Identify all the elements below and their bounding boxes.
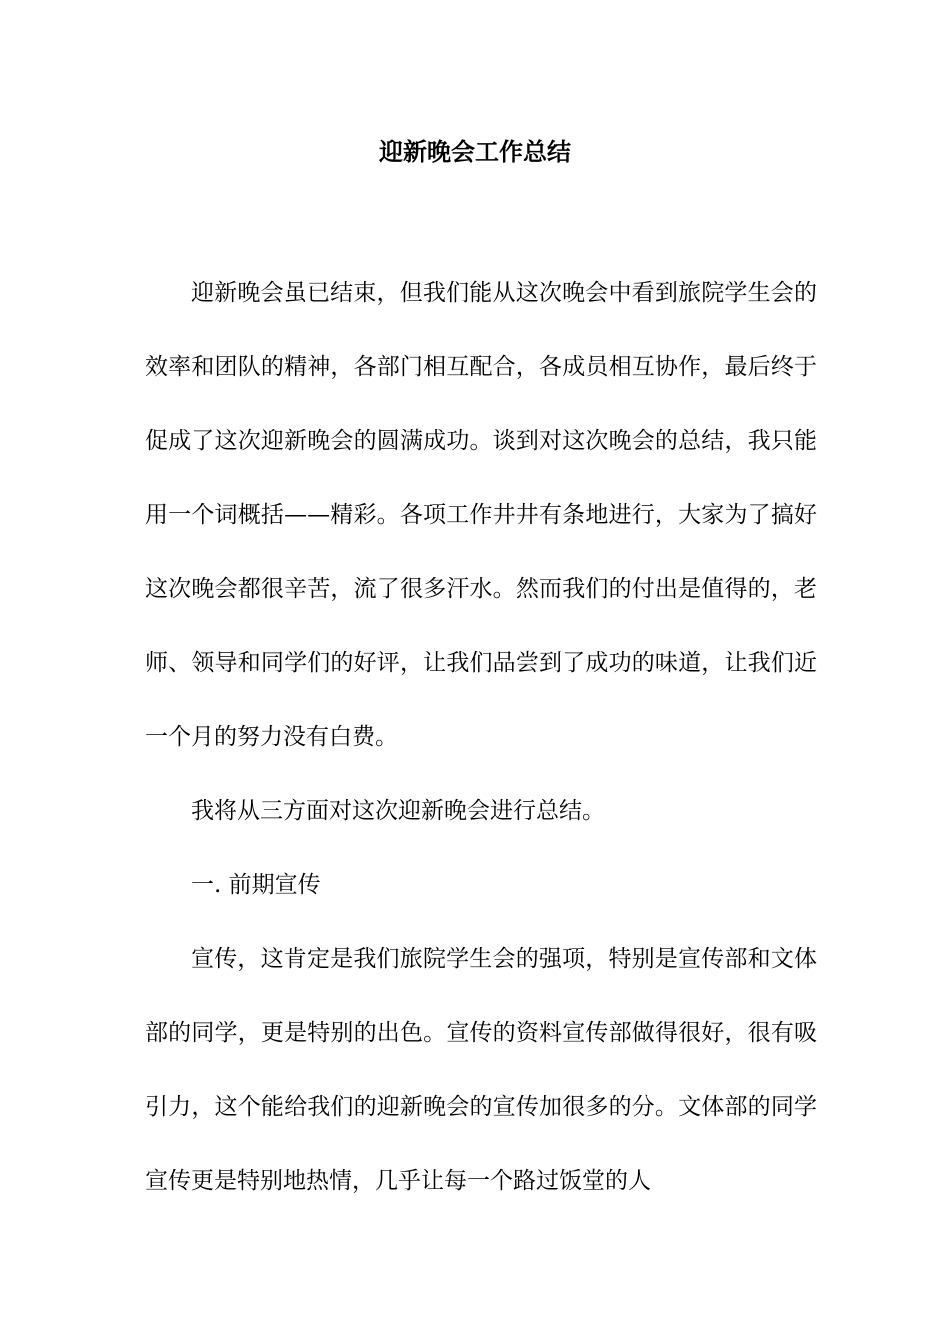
- paragraph-outline: 我将从三方面对这次迎新晚会进行总结。: [191, 798, 605, 824]
- document-body: [145, 256, 817, 1218]
- document-title: 迎新晚会工作总结: [379, 137, 571, 166]
- paragraph-intro: 迎新晚会虽已结束，但我们能从这次晚会中看到旅院学生会的效率和团队的精神，各部门相互配合，各成员相互协作，最后终于促成了这次迎新晚会的圆满成功。谈到对这次晚会的总结，我只能用一个词概括——精彩。各项工作井井有条地进行，大家为了搞好这次晚会都很辛苦，流了很多汗水。然而我们的付出是值得的，老师、领导和同学们的好评，让我们品尝到了成功的味道，让我们近一个月的努力没有白费。: [145, 280, 817, 750]
- paragraph-publicity: 宣传，这肯定是我们旅院学生会的强项，特别是宣传部和文体部的同学，更是特别的出色。宣传的资料宣传部做得很好，很有吸引力，这个能给我们的迎新晚会的宣传加很多的分。文体部的同学宣传更是特别地热情，几乎让每一个路过饭堂的人: [145, 946, 817, 1194]
- section-heading-publicity: 一. 前期宣传: [191, 872, 321, 898]
